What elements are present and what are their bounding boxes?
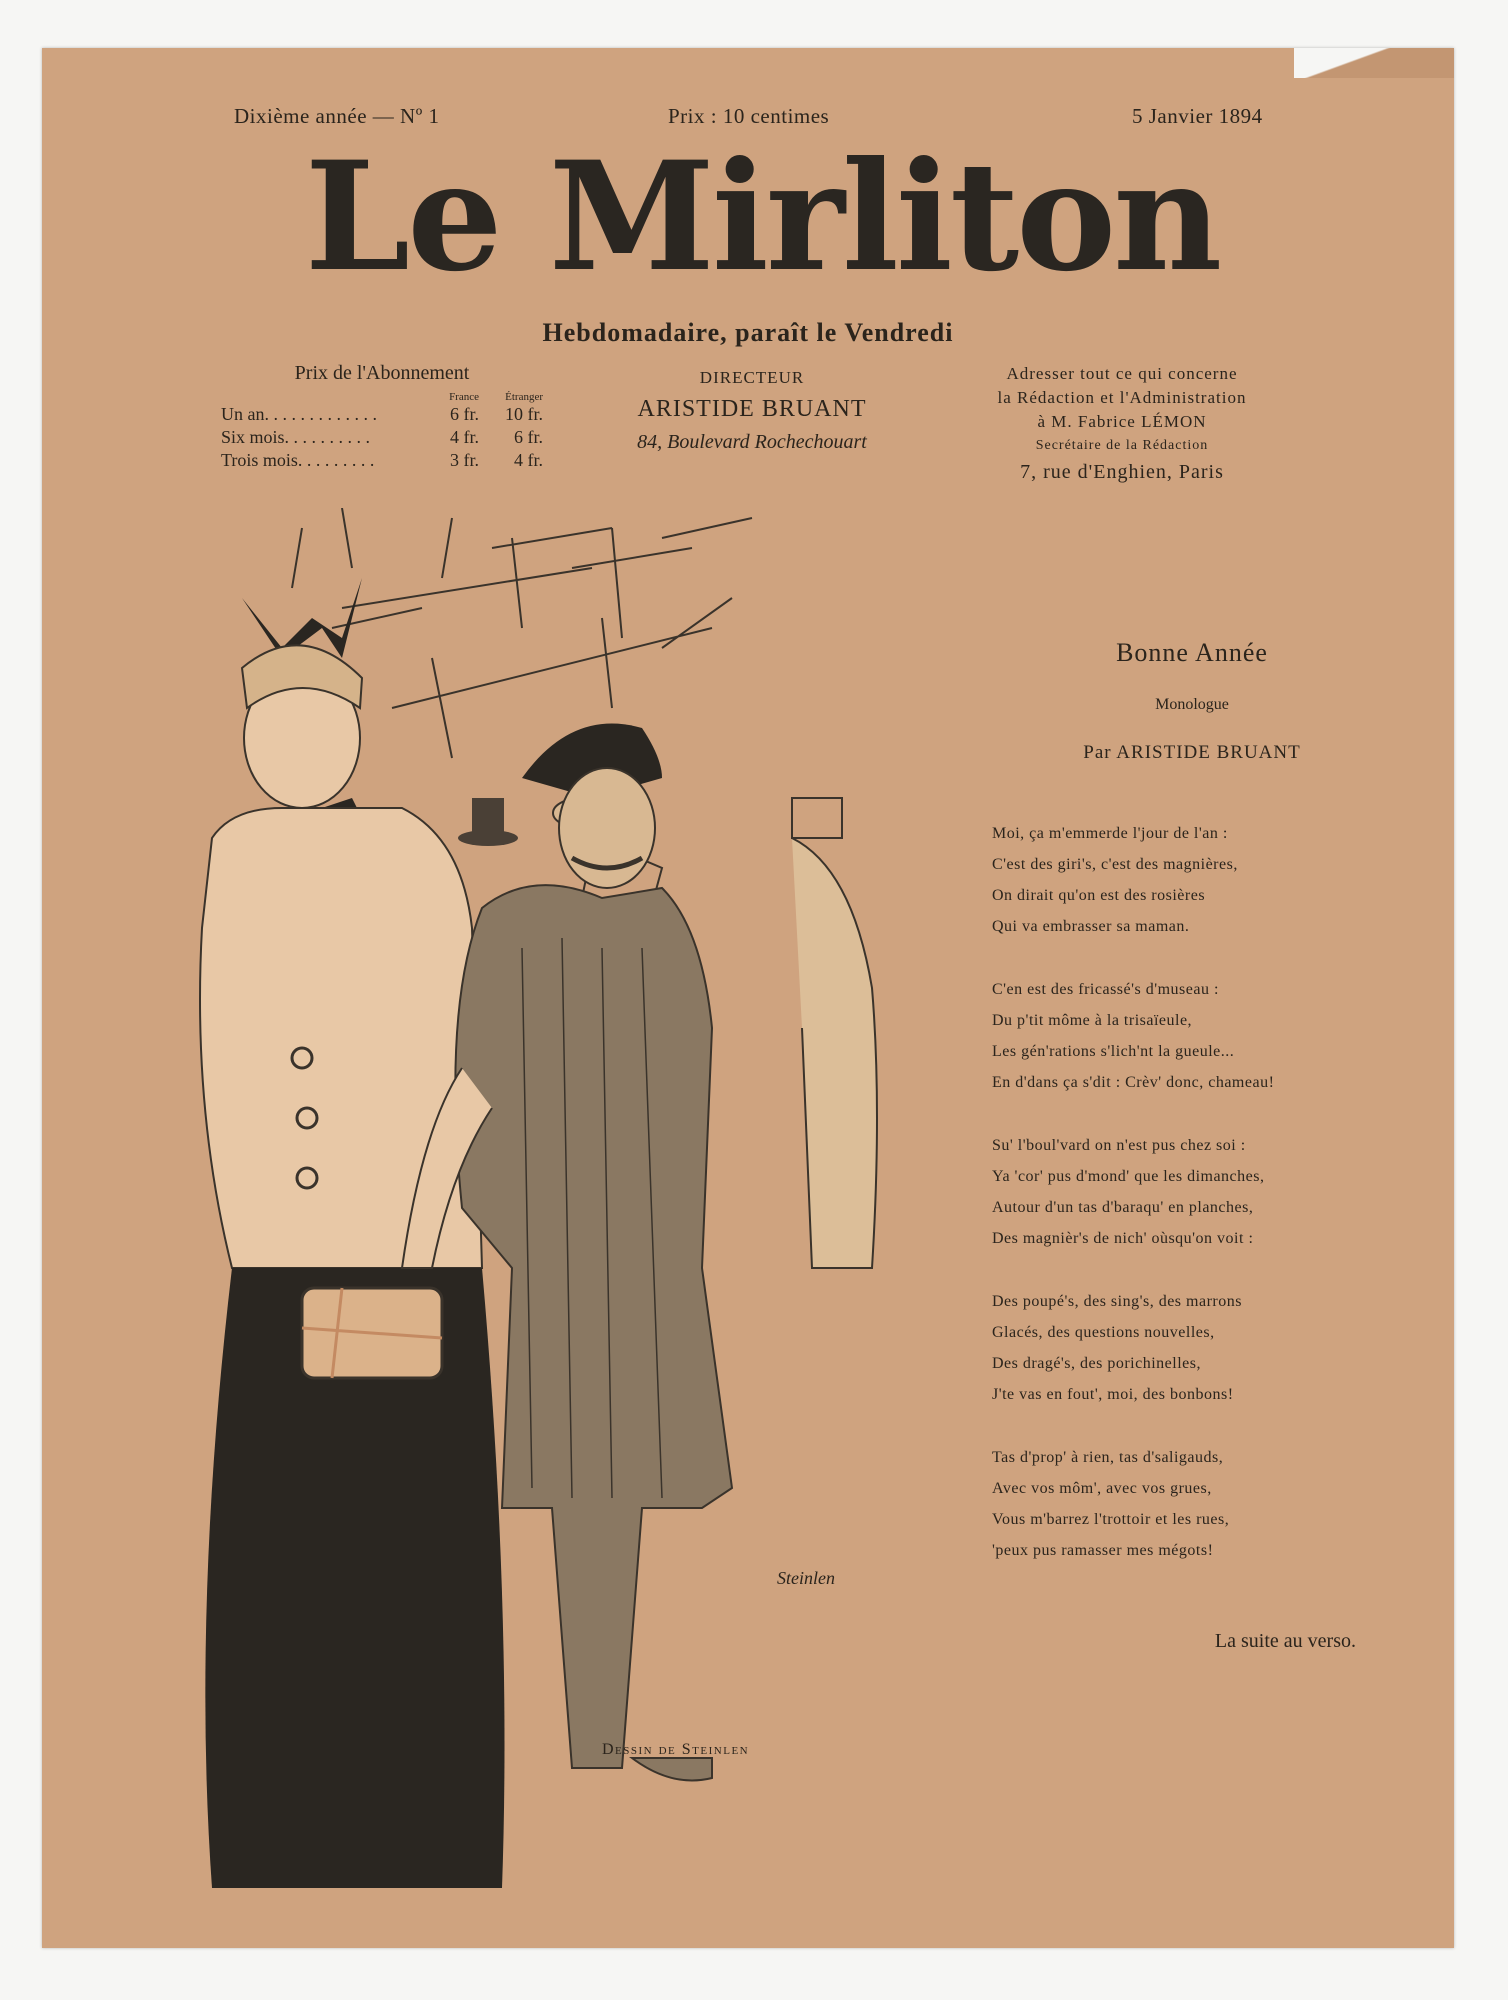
verse-line: Moi, ça m'emmerde l'jour de l'an :: [992, 825, 1228, 842]
administration-box: [932, 362, 1312, 484]
background-trees: [292, 508, 752, 758]
stanza: [992, 974, 1402, 1098]
continuation-note: La suite au verso.: [1214, 1630, 1356, 1652]
verse-line: Avec vos môm', avec vos grues,: [992, 1480, 1212, 1497]
col-etranger: Étranger: [505, 391, 543, 403]
verse-line: On dirait qu'on est des rosières: [992, 887, 1206, 904]
director-name: ARISTIDE BRUANT: [637, 396, 867, 422]
subscription-heading: Prix de l'Abonnement: [294, 362, 470, 384]
row-etranger: 10 fr.: [505, 404, 543, 424]
verse-line: Des magnièr's de nich' oùsqu'on voit :: [992, 1230, 1254, 1247]
masthead-subtitle: Hebdomadaire, paraît le Vendredi: [542, 318, 954, 347]
newspaper-sheet: [42, 48, 1454, 1948]
director-heading: DIRECTEUR: [699, 368, 805, 387]
verse-line: Glacés, des questions nouvelles,: [992, 1324, 1215, 1341]
poem-author: Par ARISTIDE BRUANT: [1083, 742, 1301, 763]
stanza: [992, 1442, 1402, 1566]
issue-number: Dixième année — Nº 1: [234, 104, 440, 128]
verse-line: Vous m'barrez l'trottoir et les rues,: [992, 1511, 1230, 1528]
verse-line: Qui va embrasser sa maman.: [992, 918, 1190, 935]
table-row: [217, 426, 547, 449]
issue-date: 5 Janvier 1894: [1132, 104, 1263, 128]
table-row: [217, 403, 547, 426]
verse-line: Tas d'prop' à rien, tas d'saligauds,: [992, 1449, 1224, 1466]
row-label: Six mois. . . . . . . . . .: [221, 427, 371, 447]
woman-figure: [200, 578, 505, 1888]
row-label: Un an. . . . . . . . . . . . .: [221, 404, 377, 424]
row-france: 3 fr.: [450, 450, 479, 470]
row-etranger: 4 fr.: [514, 450, 543, 470]
row-label: Trois mois. . . . . . . . .: [221, 450, 375, 470]
stanza: [992, 818, 1402, 942]
torn-corner: [1294, 48, 1454, 78]
verse-line: Ya 'cor' pus d'mond' que les dimanches,: [992, 1168, 1265, 1185]
poem-stanzas: [982, 818, 1402, 1566]
verse-line: 'peux pus ramasser mes mégots!: [992, 1542, 1214, 1559]
director-address: 84, Boulevard Rochechouart: [637, 431, 867, 453]
row-france: 6 fr.: [450, 404, 479, 424]
poem-subtitle: Monologue: [1155, 696, 1229, 713]
admin-line: Adresser tout ce qui concerne: [1006, 364, 1238, 383]
admin-line: à M. Fabrice LÉMON: [1037, 412, 1207, 431]
verse-line: Les gén'rations s'lich'nt la gueule...: [992, 1043, 1235, 1060]
col-france: France: [449, 391, 479, 403]
table-row: [217, 449, 547, 472]
row-etranger: 6 fr.: [514, 427, 543, 447]
verse-line: J'te vas en fout', moi, des bonbons!: [992, 1386, 1234, 1403]
subscription-table: [217, 391, 547, 472]
stanza: [992, 1286, 1402, 1410]
verse-line: Des poupé's, des sing's, des marrons: [992, 1293, 1242, 1310]
illustration-caption: Dessin de Steinlen: [602, 1741, 750, 1758]
subscription-box: [217, 362, 547, 472]
steinlen-illustration: [192, 508, 972, 1908]
verse-line: Des dragé's, des porichinelles,: [992, 1355, 1201, 1372]
masthead-title: Le Mirliton: [304, 129, 1220, 305]
verse-line: En d'dans ça s'dit : Crèv' donc, chameau!: [992, 1074, 1275, 1091]
verse-line: C'en est des fricassé's d'museau :: [992, 981, 1219, 998]
poem-title: Bonne Année: [1116, 638, 1268, 667]
issue-price: Prix : 10 centimes: [668, 104, 830, 128]
artist-signature: Steinlen: [777, 1568, 835, 1588]
admin-address: 7, rue d'Enghien, Paris: [1020, 461, 1224, 483]
verse-line: Su' l'boul'vard on n'est pus chez soi :: [992, 1137, 1246, 1154]
admin-line: la Rédaction et l'Administration: [997, 388, 1247, 407]
verse-line: C'est des giri's, c'est des magnières,: [992, 856, 1238, 873]
poem-block: [982, 638, 1402, 1653]
verse-line: Autour d'un tas d'baraqu' en planches,: [992, 1199, 1254, 1216]
row-france: 4 fr.: [450, 427, 479, 447]
verse-line: Du p'tit môme à la trisaïeule,: [992, 1012, 1193, 1029]
director-box: [602, 368, 902, 454]
stanza: [992, 1130, 1402, 1254]
admin-line: Secrétaire de la Rédaction: [1035, 438, 1209, 453]
